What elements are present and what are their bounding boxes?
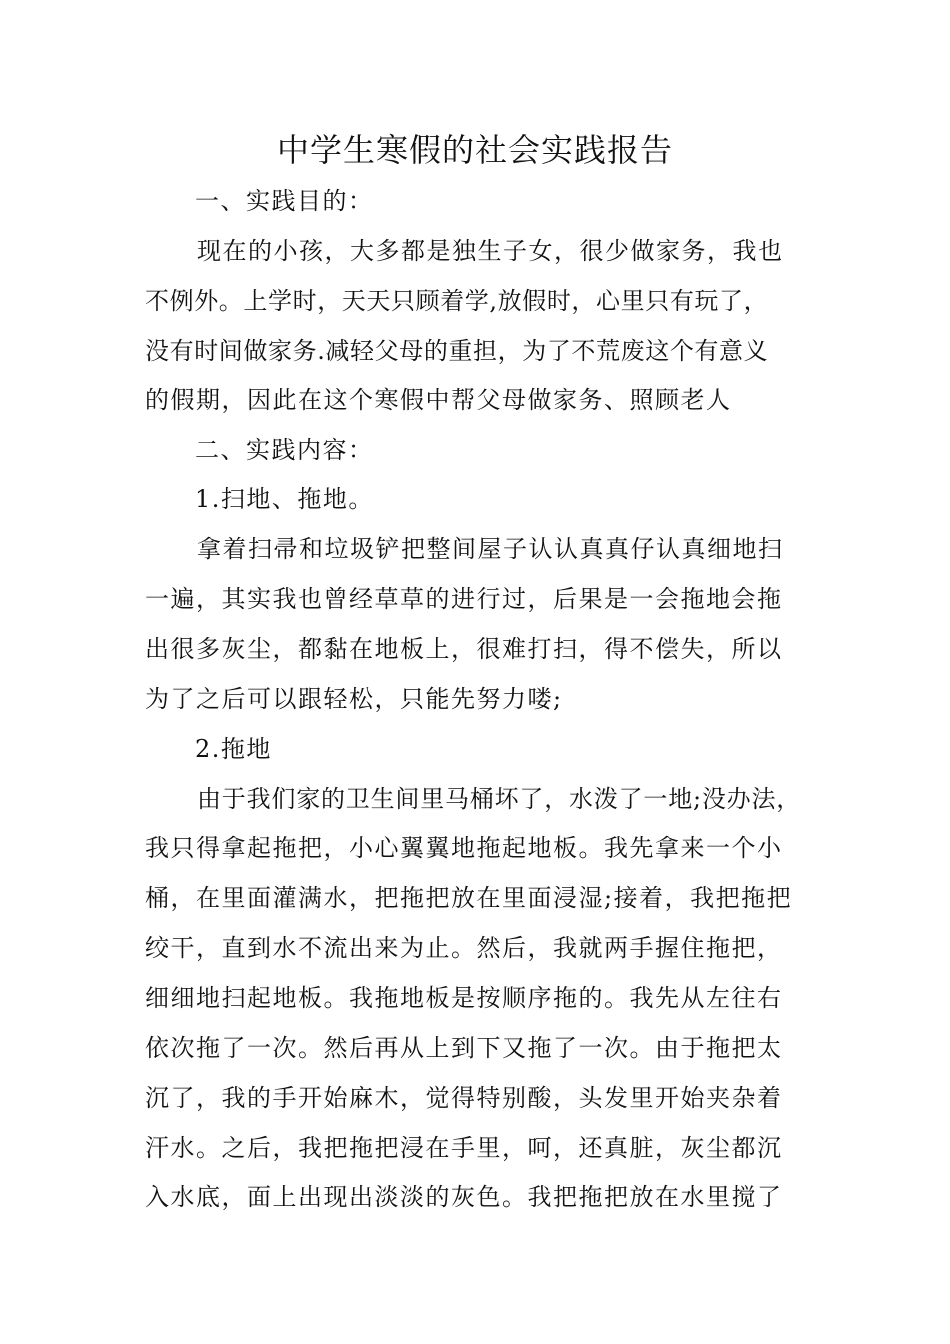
paragraph-line: 现在的小孩，大多都是独生子女，很少做家务，我也 — [197, 237, 784, 265]
paragraph-line: 出很多灰尘，都黏在地板上，很难打扫，得不偿失，所以 — [145, 635, 783, 663]
paragraph-line: 的假期，因此在这个寒假中帮父母做家务、照顾老人 — [145, 386, 732, 414]
paragraph-line: 细细地扫起地板。我拖地板是按顺序拖的。我先从左往右 — [145, 984, 783, 1012]
paragraph-line: 沉了，我的手开始麻木，觉得特别酸，头发里开始夹杂着 — [145, 1084, 783, 1112]
paragraph-line: 绞干，直到水不流出来为止。然后，我就两手握住拖把， — [145, 934, 783, 962]
paragraph-line: 我只得拿起拖把，小心翼翼地拖起地板。我先拿来一个小 — [145, 834, 783, 862]
section-heading-content: 二、实践内容： — [195, 436, 374, 464]
document-title: 中学生寒假的社会实践报告 — [276, 131, 673, 169]
paragraph-line: 不例外。上学时，天天只顾着学,放假时，心里只有玩了， — [145, 287, 769, 315]
subsection-heading: 2.拖地 — [195, 735, 272, 763]
paragraph-line: 拿着扫帚和垃圾铲把整间屋子认认真真仔认真细地扫 — [197, 535, 784, 563]
paragraph-line: 汗水。之后，我把拖把浸在手里，呵，还真脏，灰尘都沉 — [145, 1134, 783, 1162]
paragraph-line: 由于我们家的卫生间里马桶坏了，水泼了一地;没办法， — [197, 785, 802, 813]
section-heading-purpose: 一、实践目的： — [195, 187, 374, 215]
paragraph-line: 一遍，其实我也曾经草草的进行过，后果是一会拖地会拖 — [145, 585, 783, 613]
paragraph-line: 没有时间做家务.减轻父母的重担，为了不荒废这个有意义 — [145, 337, 769, 365]
paragraph-line: 桶，在里面灌满水，把拖把放在里面浸湿;接着，我把拖把 — [145, 884, 793, 912]
paragraph-line: 为了之后可以跟轻松，只能先努力喽; — [145, 685, 563, 713]
paragraph-line: 入水底，面上出现出淡淡的灰色。我把拖把放在水里搅了 — [145, 1183, 783, 1211]
subsection-heading: 1.扫地、拖地。 — [195, 485, 374, 513]
paragraph-line: 依次拖了一次。然后再从上到下又拖了一次。由于拖把太 — [145, 1034, 783, 1062]
